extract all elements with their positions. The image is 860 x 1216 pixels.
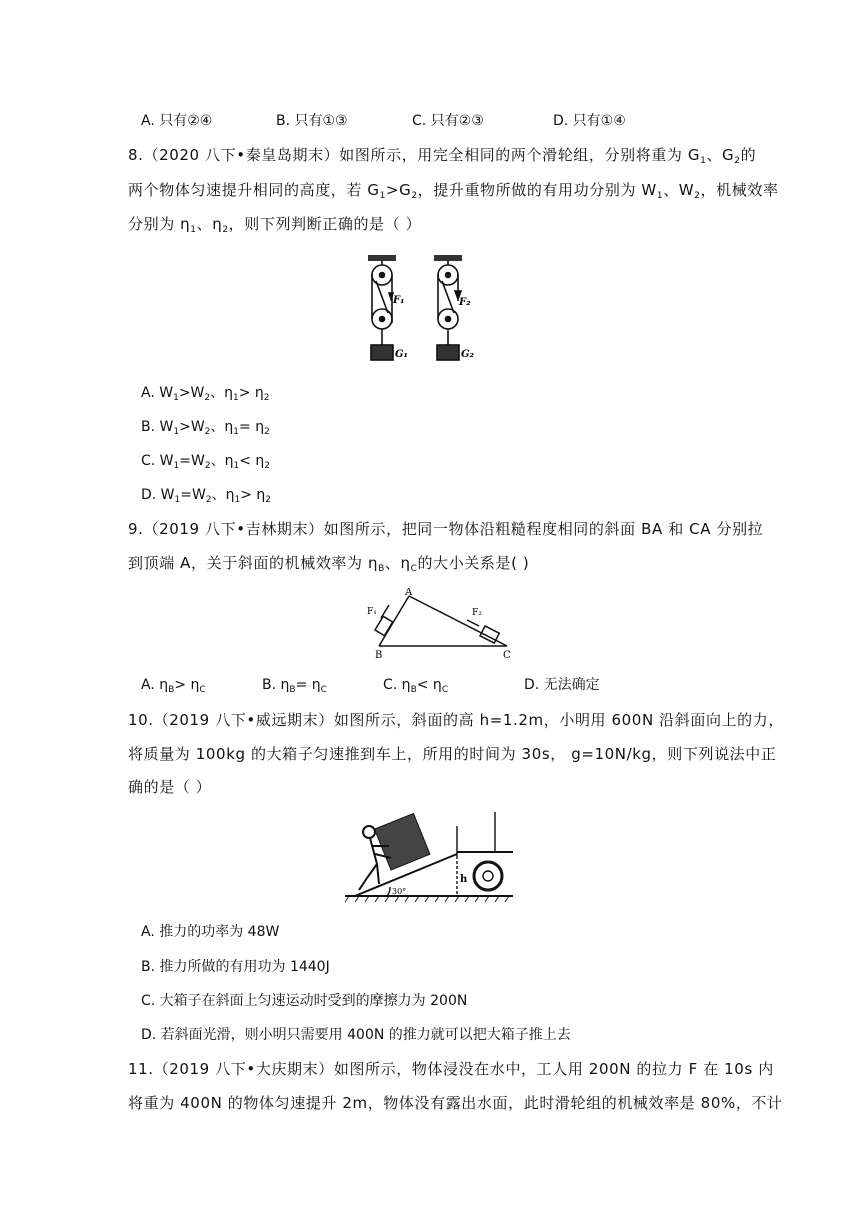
q8-option-c: C. $W_1=W_2$、$\eta_1< \eta_2$ [141,453,270,471]
q10-question-line3: 确的是（ ） [128,778,212,796]
label-c: C [503,650,511,660]
label-f1: F₁ [393,295,405,306]
q7-option-c: C. 只有②③ [412,113,484,129]
q8-option-d: D. $W_1=W_2$、$\eta_1> \eta_2$ [141,487,271,505]
label-a: A [405,588,413,598]
label-g1: G₁ [395,349,408,360]
label-h: h [460,874,468,885]
label-f2: F₂ [472,608,482,618]
q9-option-c: C. $\eta_B< \eta_C$ [383,677,449,695]
q10-option-a: A. 推力的功率为 48W [141,924,280,940]
q9-question-line2: 到顶端 A，关于斜面的机械效率为 $\eta_B$、$\eta_C$的大小关系是( ) [128,554,530,574]
q9-option-d: D. 无法确定 [524,677,600,693]
q10-question-line1: 10.（2019 八下•威远期末）如图所示，斜面的高 h=1.2m，小明用 600N 沿斜面向上的力， [128,711,784,729]
q7-option-d: D. 只有①④ [553,113,626,129]
q11-question-line1: 11.（2019 八下•大庆期末）如图所示，物体浸没在水中，工人用 200N 的拉力 F 在 10s 内 [128,1060,774,1078]
q8-question-line1: 8.（2020 八下•秦皇岛期末）如图所示，用完全相同的两个滑轮组，分别将重为 $G_1$、$G_2$的 [128,146,757,166]
q8-question-line2: 两个物体匀速提升相同的高度，若 $G_1>G_2$，提升重物所做的有用功分别为 $W_1$、$W_2$，机械效率 [128,181,779,201]
q9-incline-figure [357,588,517,660]
q7-option-a: A. 只有②④ [141,113,213,129]
q9-option-b: B. $\eta_B= \eta_C$ [262,677,327,695]
q10-option-d: D. 若斜面光滑，则小明只需要用 400N 的推力就可以把大箱子推上去 [141,1027,571,1043]
q8-pulley-figure [362,253,492,368]
label-b: B [375,650,383,660]
label-f2: F₂ [459,297,471,308]
q8-option-a: A. $W_1>W_2$、$\eta_1> \eta_2$ [141,385,270,403]
q10-ramp-figure [345,812,517,904]
q7-option-b: B. 只有①③ [276,113,348,129]
label-f1: F₁ [367,607,377,617]
q10-option-c: C. 大箱子在斜面上匀速运动时受到的摩擦力为 200N [141,993,468,1009]
q9-question-line1: 9.（2019 八下•吉林期末）如图所示，把同一物体沿粗糙程度相同的斜面 BA 和 CA 分别拉 [128,520,764,538]
label-angle: 30° [392,887,407,896]
pulley-block-2 [434,255,462,360]
q10-question-line2: 将质量为 100kg 的大箱子匀速推到车上，所用的时间为 30s， g=10N/kg，则下列说法中正 [128,745,777,763]
q10-option-b: B. 推力所做的有用功为 1440J [141,959,330,975]
q11-question-line2: 将重为 400N 的物体匀速提升 2m，物体没有露出水面，此时滑轮组的机械效率是 80%，不计 [128,1094,783,1112]
q9-option-a: A. $\eta_B> \eta_C$ [141,677,206,695]
q8-option-b: B. $W_1>W_2$、$\eta_1= \eta_2$ [141,419,270,437]
pulley-block-1 [368,255,396,360]
q8-question-line3: 分别为 $\eta_1$、$\eta_2$，则下列判断正确的是（ ） [128,215,422,235]
label-g2: G₂ [461,349,474,360]
